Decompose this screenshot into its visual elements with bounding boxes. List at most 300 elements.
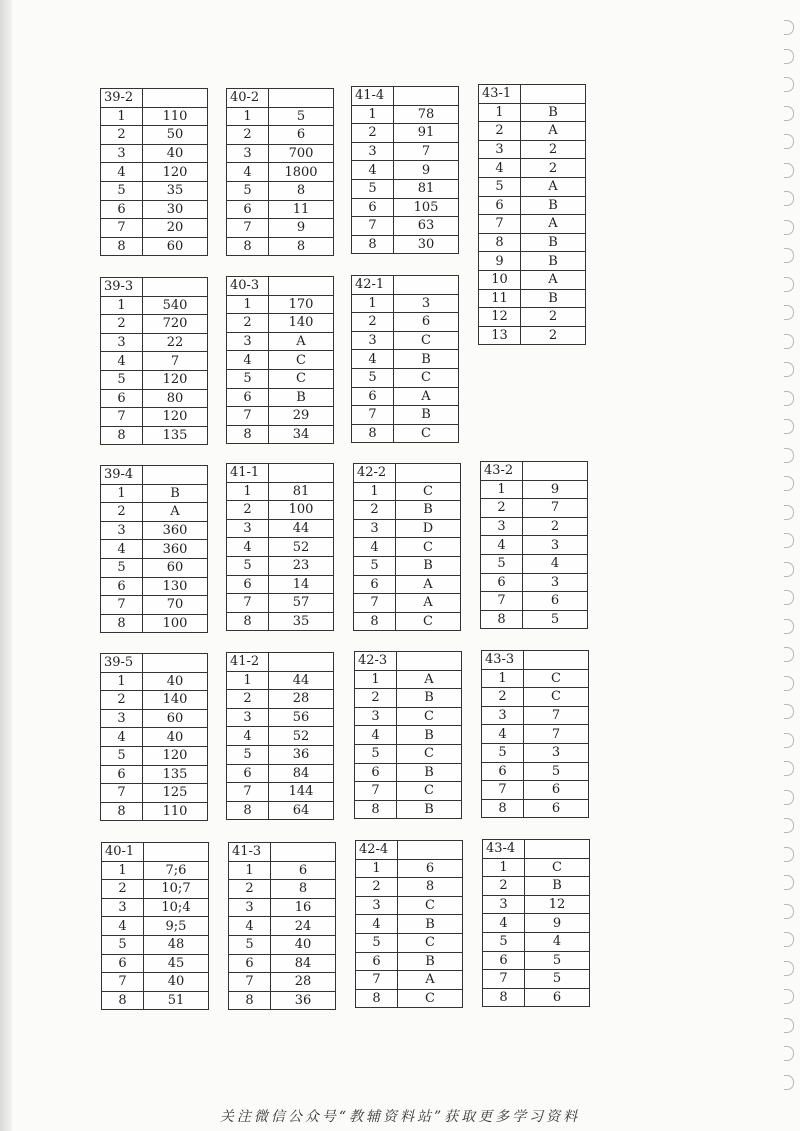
answer-value: 91 [394, 124, 459, 143]
question-number: 4 [482, 725, 524, 744]
question-number: 8 [227, 612, 269, 631]
question-number: 1 [101, 672, 143, 691]
question-number: 7 [355, 782, 397, 801]
table-row [481, 573, 588, 592]
table-row [352, 198, 459, 217]
table-header-row [482, 651, 589, 670]
question-number: 4 [101, 728, 143, 747]
question-number: 8 [101, 426, 143, 445]
table-row [479, 159, 586, 178]
answer-value: 125 [143, 784, 208, 803]
answer-value: B [397, 689, 462, 708]
question-number: 5 [482, 743, 524, 762]
table-row [101, 144, 208, 163]
answer-value: 7 [394, 142, 459, 161]
question-number: 4 [479, 159, 521, 178]
question-number: 6 [482, 762, 524, 781]
answer-value: 16 [271, 898, 336, 917]
table-row [483, 877, 590, 896]
table-row [479, 103, 586, 122]
table-row [227, 144, 334, 163]
answer-value: 30 [394, 235, 459, 254]
table-header-blank [143, 466, 208, 485]
answer-value: C [269, 351, 334, 370]
question-number: 3 [101, 144, 143, 163]
table-header-blank [269, 277, 334, 296]
table-row [355, 689, 462, 708]
table-row [101, 728, 208, 747]
answer-value: 2 [523, 517, 588, 536]
answer-value: B [521, 196, 586, 215]
answer-value: 81 [269, 482, 334, 501]
table-row [352, 424, 459, 443]
answer-value: 144 [269, 783, 334, 802]
table-header-row [227, 653, 334, 672]
question-number: 10 [479, 270, 521, 289]
question-number: 3 [481, 517, 523, 536]
answer-value: 8 [269, 181, 334, 200]
answer-table [100, 277, 208, 445]
table-id: 39-5 [101, 654, 143, 673]
table-row [354, 575, 461, 594]
table-row [481, 480, 588, 499]
answer-value: B [521, 289, 586, 308]
table-header-row [356, 841, 463, 860]
question-number: 3 [227, 519, 269, 538]
table-row [479, 233, 586, 252]
table-row [354, 612, 461, 631]
answer-value: A [396, 594, 461, 613]
question-number: 7 [101, 784, 143, 803]
answer-value: 135 [143, 426, 208, 445]
question-number: 3 [229, 898, 271, 917]
table-row [101, 315, 208, 334]
answer-value: C [524, 688, 589, 707]
answer-value: 6 [269, 126, 334, 145]
table-row [101, 558, 208, 577]
answer-value: A [396, 575, 461, 594]
answer-value: B [398, 915, 463, 934]
table-row [227, 727, 334, 746]
table-id: 43-1 [479, 85, 521, 104]
answer-value: 2 [521, 308, 586, 327]
question-number: 4 [227, 538, 269, 557]
answer-value: 9 [269, 219, 334, 238]
table-row [227, 181, 334, 200]
table-id: 42-3 [355, 652, 397, 671]
table-row [101, 333, 208, 352]
answer-value: 60 [143, 237, 208, 256]
question-number: 3 [227, 332, 269, 351]
table-id: 42-1 [352, 276, 394, 295]
question-number: 5 [229, 935, 271, 954]
answer-value: 120 [143, 408, 208, 427]
question-number: 2 [101, 691, 143, 710]
answer-value: 140 [269, 314, 334, 333]
table-row [352, 350, 459, 369]
table-row [355, 782, 462, 801]
question-number: 2 [352, 124, 394, 143]
answer-value: A [521, 270, 586, 289]
table-id: 42-4 [356, 841, 398, 860]
question-number: 1 [481, 480, 523, 499]
table-row [352, 124, 459, 143]
answer-value: 120 [143, 370, 208, 389]
answer-value: 105 [394, 198, 459, 217]
answer-value: 14 [269, 575, 334, 594]
answer-value: 40 [271, 935, 336, 954]
table-row [352, 142, 459, 161]
answer-value: 10;4 [144, 898, 209, 917]
answer-table [226, 276, 334, 444]
table-row [479, 122, 586, 141]
question-number: 6 [481, 573, 523, 592]
answer-value: 28 [271, 973, 336, 992]
question-number: 8 [227, 801, 269, 820]
question-number: 4 [356, 915, 398, 934]
question-number: 2 [479, 122, 521, 141]
table-id: 41-4 [352, 87, 394, 106]
answer-value: 5 [525, 970, 590, 989]
question-number: 7 [479, 215, 521, 234]
table-row [101, 181, 208, 200]
question-number: 7 [227, 594, 269, 613]
answer-value: 5 [524, 762, 589, 781]
answer-value: 4 [523, 554, 588, 573]
question-number: 3 [102, 898, 144, 917]
question-number: 1 [352, 294, 394, 313]
table-header-row [481, 462, 588, 481]
table-row [101, 614, 208, 633]
question-number: 3 [227, 708, 269, 727]
question-number: 4 [352, 350, 394, 369]
table-row [354, 538, 461, 557]
table-row [229, 973, 336, 992]
table-row [482, 706, 589, 725]
question-number: 9 [479, 252, 521, 271]
question-number: 2 [227, 126, 269, 145]
table-row [229, 935, 336, 954]
answer-table [355, 840, 463, 1008]
question-number: 7 [356, 971, 398, 990]
table-row [227, 612, 334, 631]
table-row [229, 954, 336, 973]
table-row [482, 799, 589, 818]
answer-table [351, 86, 459, 254]
table-header-row [101, 654, 208, 673]
answer-value: 170 [269, 295, 334, 314]
answer-value: 44 [269, 671, 334, 690]
answer-value: A [521, 177, 586, 196]
table-header-blank [397, 652, 462, 671]
answer-table [226, 463, 334, 631]
answer-table [226, 652, 334, 820]
table-header-blank [144, 843, 209, 862]
question-number: 5 [227, 369, 269, 388]
answer-table [354, 651, 462, 819]
answer-value: 52 [269, 538, 334, 557]
table-row [102, 954, 209, 973]
answer-value: 84 [269, 764, 334, 783]
answer-value: 51 [144, 991, 209, 1010]
answer-value: C [396, 538, 461, 557]
answer-value: 2 [521, 326, 586, 345]
question-number: 6 [101, 577, 143, 596]
table-header-blank [394, 87, 459, 106]
answer-value: 9;5 [144, 917, 209, 936]
question-number: 1 [101, 107, 143, 126]
table-row [227, 745, 334, 764]
table-row [483, 858, 590, 877]
answer-value: A [521, 215, 586, 234]
answer-value: B [521, 103, 586, 122]
question-number: 8 [101, 614, 143, 633]
question-number: 7 [229, 973, 271, 992]
table-row [356, 933, 463, 952]
question-number: 4 [354, 538, 396, 557]
question-number: 5 [352, 368, 394, 387]
table-row [101, 107, 208, 126]
table-row [101, 126, 208, 145]
question-number: 1 [479, 103, 521, 122]
table-row [227, 575, 334, 594]
answer-value: 40 [144, 973, 209, 992]
table-row [229, 880, 336, 899]
table-row [227, 538, 334, 557]
answer-value: 12 [525, 895, 590, 914]
table-row [352, 217, 459, 236]
answer-value: C [394, 331, 459, 350]
table-row [227, 237, 334, 256]
table-row [352, 331, 459, 350]
answer-value: 4 [525, 932, 590, 951]
answer-value: 360 [143, 540, 208, 559]
table-row [482, 669, 589, 688]
question-number: 6 [352, 387, 394, 406]
table-row [354, 594, 461, 613]
answer-value: 57 [269, 594, 334, 613]
question-number: 1 [354, 482, 396, 501]
table-row [479, 196, 586, 215]
table-row [227, 482, 334, 501]
answer-table [353, 463, 461, 631]
answer-value: 6 [398, 859, 463, 878]
answer-value: C [396, 612, 461, 631]
table-row [101, 163, 208, 182]
answer-value: 700 [269, 144, 334, 163]
question-number: 8 [227, 237, 269, 256]
answer-value: 6 [523, 592, 588, 611]
table-row [101, 503, 208, 522]
table-id: 41-3 [229, 843, 271, 862]
table-row [356, 952, 463, 971]
answer-value: 40 [143, 144, 208, 163]
question-number: 5 [352, 179, 394, 198]
table-row [227, 314, 334, 333]
answer-value: 24 [271, 917, 336, 936]
answer-value: 9 [394, 161, 459, 180]
table-id: 40-3 [227, 277, 269, 296]
table-row [479, 140, 586, 159]
table-row [482, 688, 589, 707]
table-row [355, 800, 462, 819]
table-id: 40-2 [227, 89, 269, 108]
table-header-row [229, 843, 336, 862]
table-row [227, 425, 334, 444]
question-number: 5 [227, 745, 269, 764]
table-row [355, 670, 462, 689]
question-number: 7 [227, 219, 269, 238]
answer-table [228, 842, 336, 1010]
question-number: 5 [483, 932, 525, 951]
table-row [101, 709, 208, 728]
table-row [354, 519, 461, 538]
table-header-blank [524, 651, 589, 670]
answer-value: A [394, 387, 459, 406]
table-row [102, 935, 209, 954]
question-number: 6 [102, 954, 144, 973]
table-row [227, 219, 334, 238]
answer-value: D [396, 519, 461, 538]
question-number: 7 [101, 408, 143, 427]
table-row [356, 878, 463, 897]
answer-value: B [396, 501, 461, 520]
table-row [101, 352, 208, 371]
answer-value: 60 [143, 709, 208, 728]
answer-table [480, 461, 588, 629]
table-row [352, 387, 459, 406]
question-number: 8 [481, 610, 523, 629]
answer-value: 360 [143, 521, 208, 540]
question-number: 1 [101, 296, 143, 315]
table-header-blank [143, 89, 208, 108]
answer-table [226, 88, 334, 256]
question-number: 1 [227, 671, 269, 690]
table-row [227, 332, 334, 351]
answer-value: 3 [524, 743, 589, 762]
answer-value: 8 [398, 878, 463, 897]
answer-value: 6 [394, 313, 459, 332]
question-number: 3 [354, 519, 396, 538]
answer-value: C [398, 933, 463, 952]
table-header-blank [143, 654, 208, 673]
table-row [482, 725, 589, 744]
table-row [101, 577, 208, 596]
answer-table [101, 842, 209, 1010]
question-number: 6 [227, 764, 269, 783]
table-row [101, 219, 208, 238]
answer-value: 70 [143, 596, 208, 615]
question-number: 4 [483, 914, 525, 933]
answer-value: 48 [144, 935, 209, 954]
table-row [227, 388, 334, 407]
answer-value: B [521, 233, 586, 252]
question-number: 8 [227, 425, 269, 444]
table-row [482, 743, 589, 762]
table-row [356, 896, 463, 915]
question-number: 1 [227, 295, 269, 314]
answer-value: 10;7 [144, 880, 209, 899]
table-row [354, 556, 461, 575]
question-number: 7 [101, 596, 143, 615]
answer-value: 100 [269, 501, 334, 520]
table-row [227, 690, 334, 709]
table-row [481, 610, 588, 629]
answer-value: 52 [269, 727, 334, 746]
answer-value: 9 [525, 914, 590, 933]
table-row [102, 991, 209, 1010]
table-row [227, 671, 334, 690]
answer-value: 6 [271, 861, 336, 880]
table-row [101, 802, 208, 821]
table-row [352, 235, 459, 254]
table-row [355, 707, 462, 726]
answer-table [100, 88, 208, 256]
answer-value: B [397, 800, 462, 819]
table-header-blank [396, 464, 461, 483]
answer-value: 80 [143, 389, 208, 408]
answer-value: B [143, 484, 208, 503]
answer-value: B [397, 726, 462, 745]
answer-value: 3 [523, 536, 588, 555]
answer-value: A [143, 503, 208, 522]
answer-value: C [397, 744, 462, 763]
question-number: 5 [227, 181, 269, 200]
answer-value: 7;6 [144, 861, 209, 880]
question-number: 13 [479, 326, 521, 345]
question-number: 8 [356, 989, 398, 1008]
table-row [227, 501, 334, 520]
question-number: 2 [102, 880, 144, 899]
answer-value: B [394, 350, 459, 369]
table-row [102, 898, 209, 917]
table-header-row [227, 464, 334, 483]
table-header-row [479, 85, 586, 104]
question-number: 5 [481, 554, 523, 573]
answer-value: 3 [394, 294, 459, 313]
answer-value: 7 [523, 499, 588, 518]
question-number: 12 [479, 308, 521, 327]
question-number: 2 [482, 688, 524, 707]
question-number: 2 [352, 313, 394, 332]
table-id: 40-1 [102, 843, 144, 862]
table-row [479, 252, 586, 271]
answer-value: C [397, 782, 462, 801]
answer-value: 1800 [269, 163, 334, 182]
question-number: 8 [352, 424, 394, 443]
table-row [227, 764, 334, 783]
answer-value: 7 [143, 352, 208, 371]
table-row [483, 932, 590, 951]
answer-value: 44 [269, 519, 334, 538]
answer-value: 8 [271, 880, 336, 899]
question-number: 1 [227, 107, 269, 126]
answer-value: C [525, 858, 590, 877]
question-number: 8 [482, 799, 524, 818]
table-row [355, 726, 462, 745]
question-number: 7 [101, 219, 143, 238]
table-row [483, 951, 590, 970]
question-number: 2 [101, 126, 143, 145]
table-row [227, 369, 334, 388]
question-number: 4 [101, 163, 143, 182]
answer-value: 2 [521, 140, 586, 159]
table-row [479, 326, 586, 345]
table-header-blank [394, 276, 459, 295]
answer-table [478, 84, 586, 345]
answer-value: 29 [269, 407, 334, 426]
table-row [227, 295, 334, 314]
